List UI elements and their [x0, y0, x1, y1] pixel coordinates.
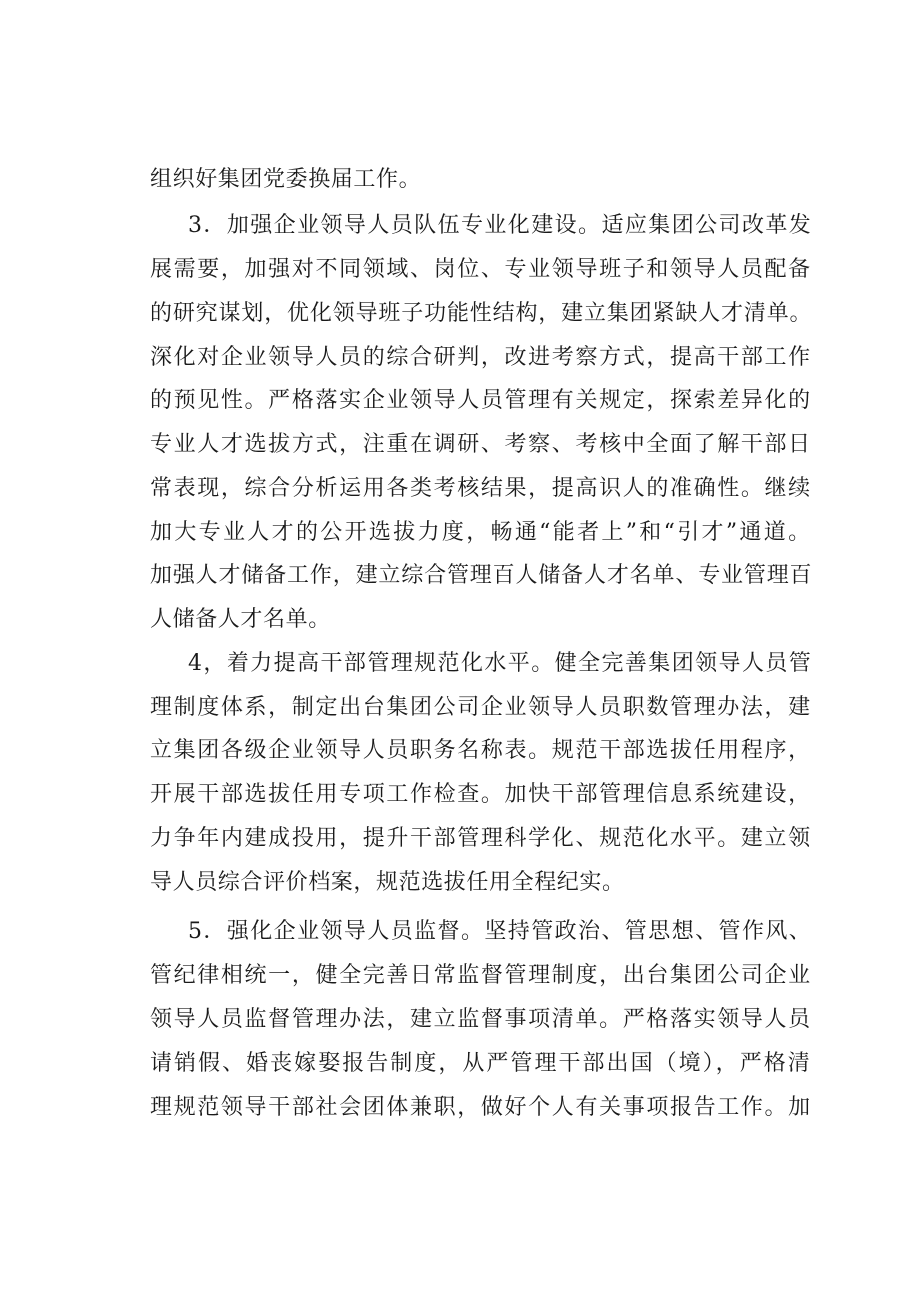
text-line: 理规范领导干部社会团体兼职，做好个人有关事项报告工作。加 — [150, 1095, 812, 1120]
text-line: 的预见性。严格落实企业领导人员管理有关规定，探索差异化的 — [150, 388, 812, 413]
paragraph-3-start: 3．加强企业领导人员队伍专业化建设。适应集团公司改革发 — [188, 213, 813, 238]
text-line: 管纪律相统一，健全完善日常监督管理制度，出台集团公司企业 — [150, 963, 812, 988]
text-line: 深化对企业领导人员的综合研判，改进考察方式，提高干部工作 — [150, 345, 812, 370]
text-line: 加大专业人才的公开选拔力度，畅通“能者上”和“引才”通道。 — [150, 520, 813, 545]
text-line: 加强人才储备工作，建立综合管理百人储备人才名单、专业管理百 — [150, 563, 813, 588]
text-line: 的研究谋划，优化领导班子功能性结构，建立集团紧缺人才清单。 — [150, 301, 813, 326]
text-line: 理制度体系，制定出台集团公司企业领导人员职数管理办法，建 — [150, 695, 812, 720]
paragraph-4-start: 4，着力提高干部管理规范化水平。健全完善集团领导人员管 — [188, 651, 813, 676]
text-line: 专业人才选拔方式，注重在调研、考察、考核中全面了解干部日 — [150, 432, 812, 457]
text-line: 请销假、婚丧嫁娶报告制度，从严管理干部出国（境），严格清 — [150, 1051, 812, 1076]
text-line: 人储备人才名单。 — [150, 607, 331, 632]
text-line: 力争年内建成投用，提升干部管理科学化、规范化水平。建立领 — [150, 826, 812, 851]
text-line: 导人员综合评价档案，规范选拔任用全程纪实。 — [150, 870, 625, 895]
text-line: 领导人员监督管理办法，建立监督事项清单。严格落实领导人员 — [150, 1007, 812, 1032]
text-line: 开展干部选拔任用专项工作检查。加快干部管理信息系统建设， — [150, 782, 812, 807]
paragraph-5-start: 5．强化企业领导人员监督。坚持管政治、管思想、管作风、 — [188, 919, 813, 944]
text-line: 组织好集团党委换届工作。 — [150, 167, 422, 192]
text-line: 展需要，加强对不同领域、岗位、专业领导班子和领导人员配备 — [150, 257, 812, 282]
text-line: 常表现，综合分析运用各类考核结果，提高识人的准确性。继续 — [150, 476, 812, 501]
text-line: 立集团各级企业领导人员职务名称表。规范干部选拔任用程序， — [150, 738, 812, 763]
